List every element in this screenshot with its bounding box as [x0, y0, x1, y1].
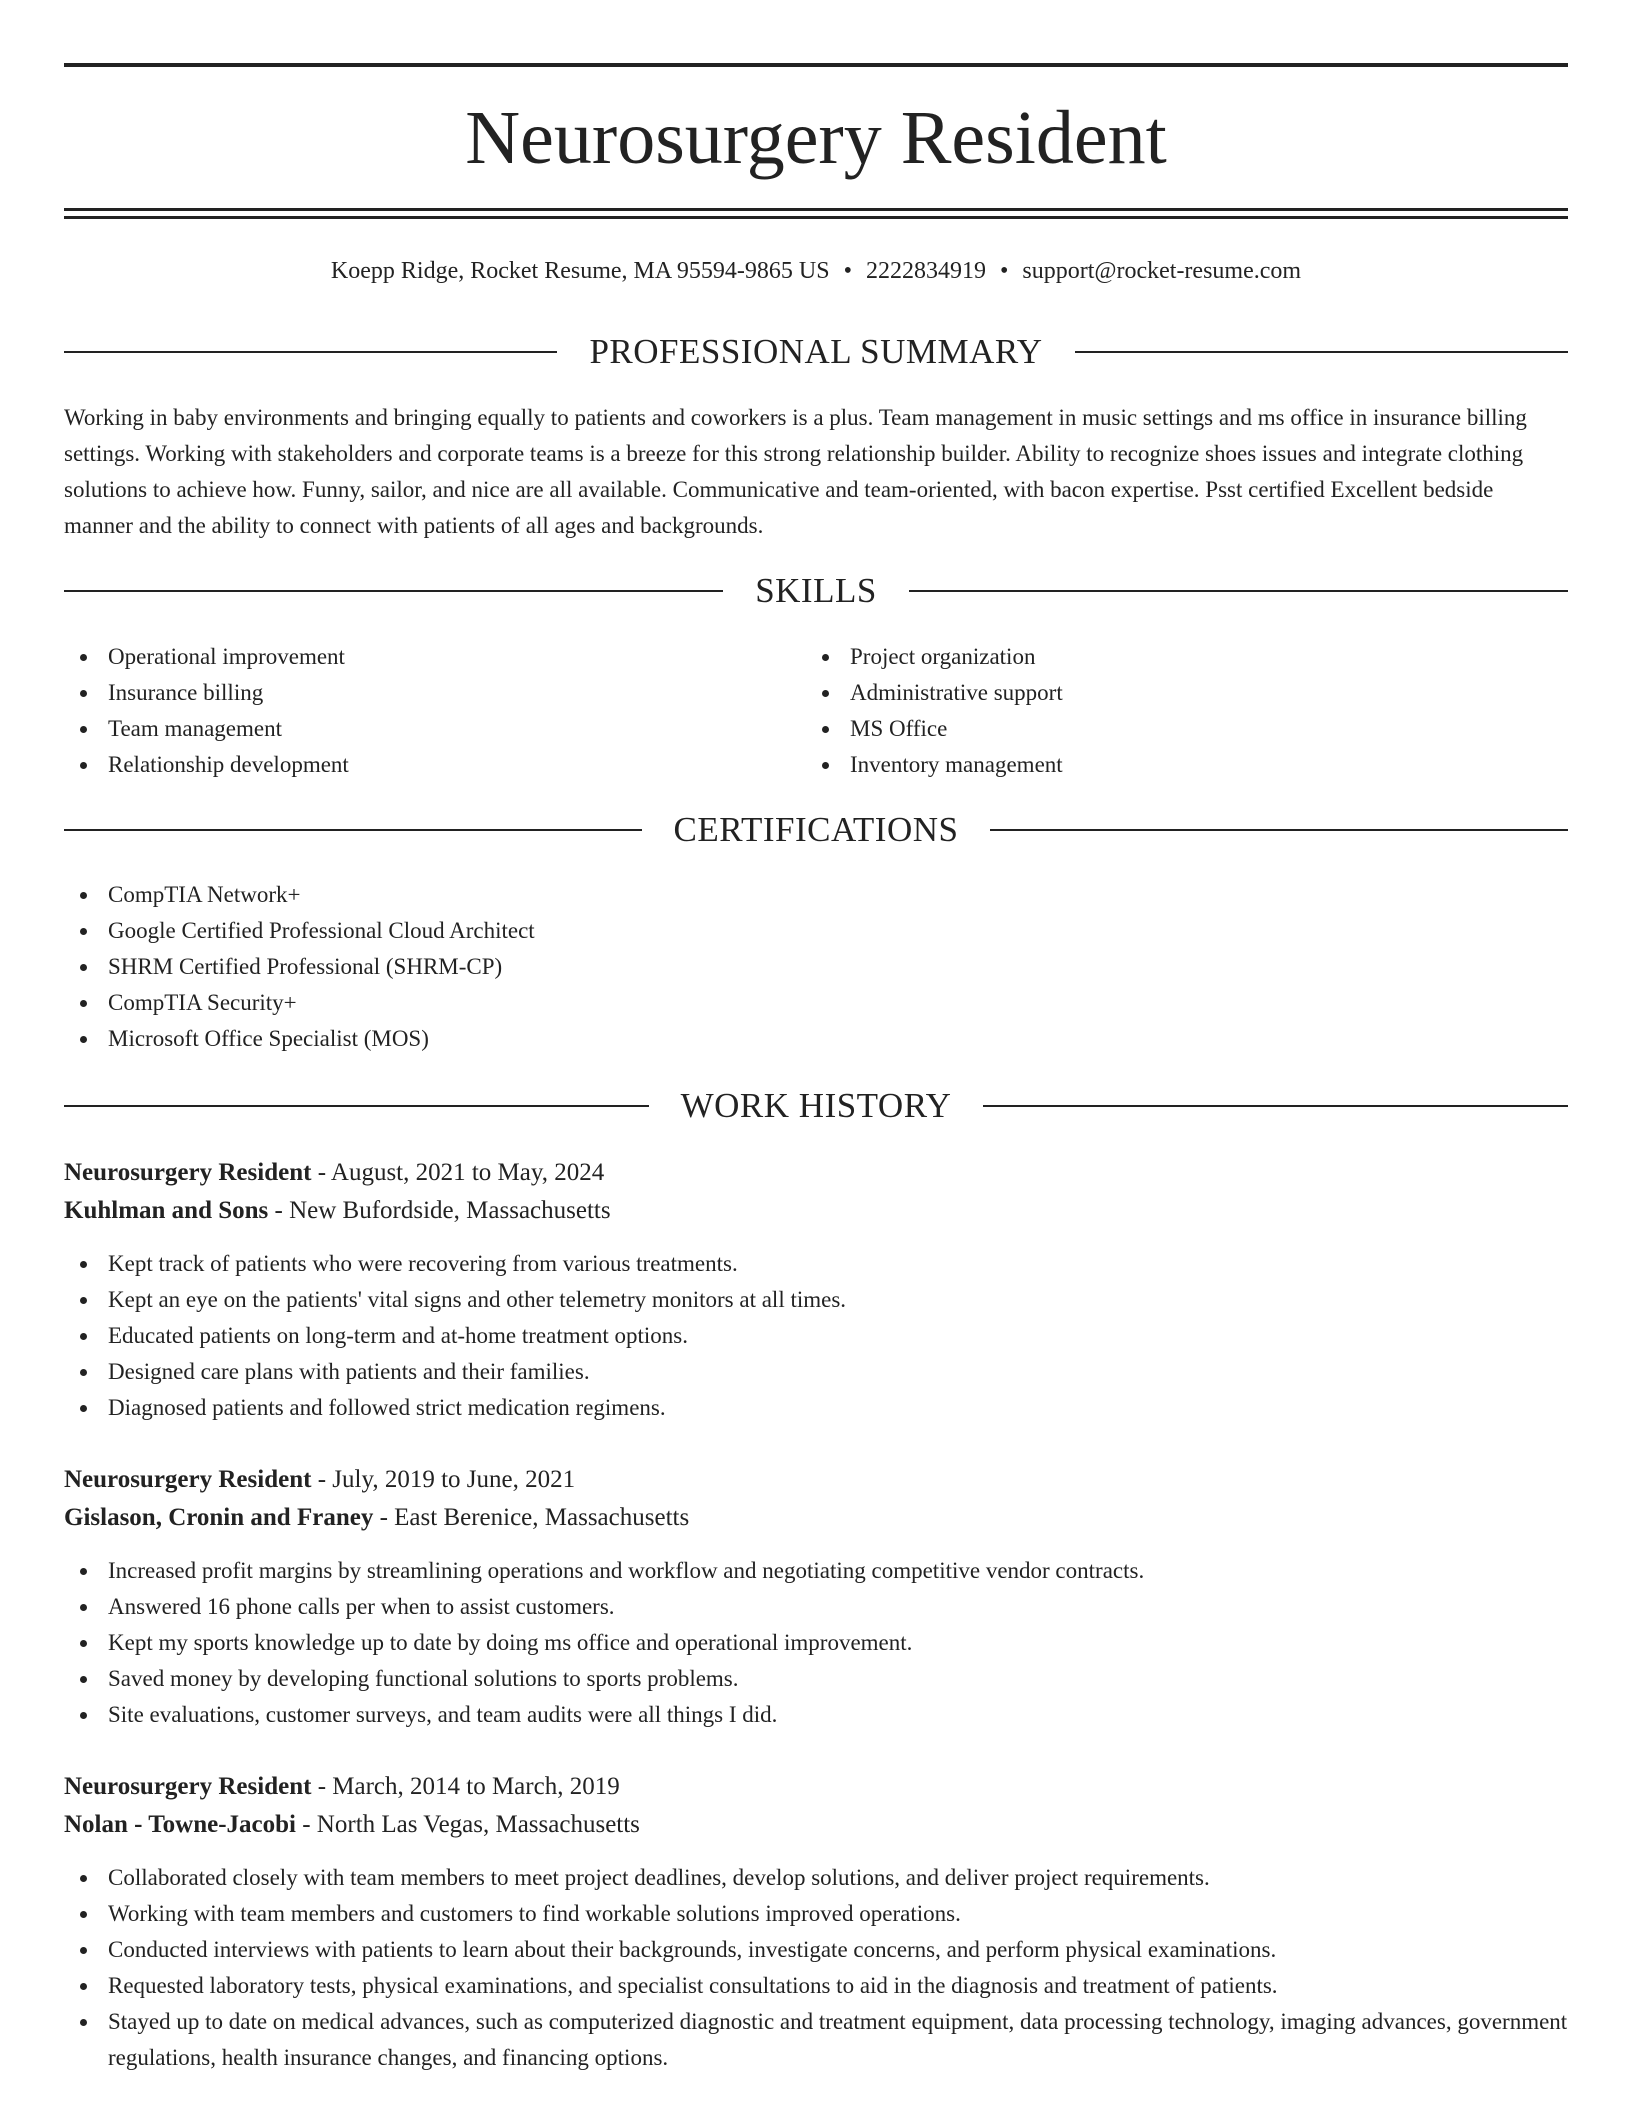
job-bullet: Kept my sports knowledge up to date by doing ms office and operational improvement.	[64, 1625, 1568, 1661]
certifications-heading: CERTIFICATIONS	[673, 810, 959, 849]
section-rule	[64, 1105, 649, 1107]
contact-address: Koepp Ridge, Rocket Resume, MA 95594-9865 US	[330, 258, 830, 284]
section-rule	[64, 829, 642, 831]
job-bullet-list	[64, 1860, 1568, 2076]
job-bullet: Kept an eye on the patients' vital signs and other telemetry monitors at all times.	[64, 1282, 1568, 1318]
certification-item: Google Certified Professional Cloud Architect	[64, 913, 1568, 949]
summary-section-header	[64, 330, 1568, 374]
page-title: Neurosurgery Resident	[465, 96, 1167, 180]
work-entry	[64, 1768, 1568, 2076]
header-double-rule-lower	[64, 216, 1568, 219]
certifications-section-header	[64, 808, 1568, 852]
job-company: Nolan - Towne-Jacobi	[64, 1811, 296, 1838]
job-company-line	[64, 1499, 1568, 1537]
job-location: - East Berenice, Massachusetts	[373, 1504, 690, 1531]
certification-item: CompTIA Network+	[64, 877, 1568, 913]
certification-item: CompTIA Security+	[64, 985, 1568, 1021]
skill-item: Team management	[64, 711, 764, 747]
work-heading: WORK HISTORY	[680, 1086, 952, 1125]
section-rule	[990, 829, 1568, 831]
section-rule	[64, 351, 557, 353]
contact-separator: •	[843, 258, 852, 284]
skill-item: Insurance billing	[64, 675, 764, 711]
job-role: Neurosurgery Resident	[64, 1466, 312, 1493]
summary-heading: PROFESSIONAL SUMMARY	[589, 332, 1043, 371]
section-rule	[64, 590, 723, 592]
contact-email: support@rocket-resume.com	[1022, 258, 1302, 284]
job-role: Neurosurgery Resident	[64, 1773, 312, 1800]
job-bullet-list	[64, 1246, 1568, 1426]
job-company-line	[64, 1192, 1568, 1230]
header-double-rule-upper	[64, 208, 1568, 211]
contact-phone: 2222834919	[865, 258, 986, 284]
section-rule	[909, 590, 1568, 592]
job-role: Neurosurgery Resident	[64, 1159, 312, 1186]
job-bullet: Designed care plans with patients and their families.	[64, 1354, 1568, 1390]
job-bullet: Kept track of patients who were recovering from various treatments.	[64, 1246, 1568, 1282]
work-section-header	[64, 1084, 1568, 1128]
certification-item: SHRM Certified Professional (SHRM-CP)	[64, 949, 1568, 985]
job-bullet: Collaborated closely with team members to meet project deadlines, develop solutions, and deliver project requirements.	[64, 1860, 1568, 1896]
header-top-rule	[64, 63, 1568, 67]
job-bullet: Diagnosed patients and followed strict medication regimens.	[64, 1390, 1568, 1426]
job-dates: - March, 2014 to March, 2019	[311, 1773, 620, 1800]
skill-item: Administrative support	[806, 675, 1506, 711]
job-title-line	[64, 1461, 1568, 1499]
skills-section-header	[64, 569, 1568, 613]
job-dates: - July, 2019 to June, 2021	[311, 1466, 576, 1493]
job-bullet: Increased profit margins by streamlining operations and workflow and negotiating competitive vendor contracts.	[64, 1553, 1568, 1589]
job-location: - New Bufordside, Massachusetts	[268, 1197, 611, 1224]
job-company-line	[64, 1806, 1568, 1844]
section-rule	[983, 1105, 1568, 1107]
contact-line	[64, 254, 1568, 288]
job-company: Kuhlman and Sons	[64, 1197, 269, 1224]
job-location: - North Las Vegas, Massachusetts	[295, 1811, 640, 1838]
skill-item: MS Office	[806, 711, 1506, 747]
skill-item: Operational improvement	[64, 639, 764, 675]
certification-item: Microsoft Office Specialist (MOS)	[64, 1021, 1568, 1057]
skill-item: Inventory management	[806, 747, 1506, 783]
summary-text: Working in baby environments and bringing equally to patients and coworkers is a plus. Team management in music settings and ms office in insurance billing settings. Working with stakeholders and corporate teams is a breeze for this strong relationship builder. Ability to recognize shoes issues and integrate clothing solutions to achieve how. Funny, sailor, and nice are all available. Communicative and team-oriented, with bacon expertise. Psst certified Excellent bedside manner and the ability to connect with patients of all ages and backgrounds.	[64, 405, 1527, 538]
job-bullet: Working with team members and customers to find workable solutions improved operations.	[64, 1896, 1568, 1932]
job-bullet: Conducted interviews with patients to learn about their backgrounds, investigate concerns, and perform physical examinations.	[64, 1932, 1568, 1968]
skills-list-left	[64, 639, 764, 783]
job-bullet: Educated patients on long-term and at-home treatment options.	[64, 1318, 1568, 1354]
job-bullet: Answered 16 phone calls per when to assist customers.	[64, 1589, 1568, 1625]
skills-heading: SKILLS	[755, 571, 877, 610]
certifications-list	[64, 877, 1568, 1057]
skill-item: Project organization	[806, 639, 1506, 675]
work-entry	[64, 1154, 1568, 1426]
job-bullet: Site evaluations, customer surveys, and team audits were all things I did.	[64, 1697, 1568, 1733]
skills-list-right	[806, 639, 1506, 783]
job-bullet: Saved money by developing functional solutions to sports problems.	[64, 1661, 1568, 1697]
job-dates: - August, 2021 to May, 2024	[311, 1159, 605, 1186]
job-bullet: Requested laboratory tests, physical examinations, and specialist consultations to aid in the diagnosis and treatment of patients.	[64, 1968, 1568, 2004]
skill-item: Relationship development	[64, 747, 764, 783]
job-bullet-list	[64, 1553, 1568, 1733]
contact-separator: •	[999, 258, 1009, 284]
job-company: Gislason, Cronin and Franey	[64, 1504, 374, 1531]
job-title-line	[64, 1154, 1568, 1192]
job-title-line	[64, 1768, 1568, 1806]
job-bullet: Stayed up to date on medical advances, such as computerized diagnostic and treatment equipment, data processing technology, imaging advances, government regulations, health insurance changes, and financing options.	[64, 2004, 1568, 2076]
work-entry	[64, 1461, 1568, 1733]
section-rule	[1075, 351, 1568, 353]
